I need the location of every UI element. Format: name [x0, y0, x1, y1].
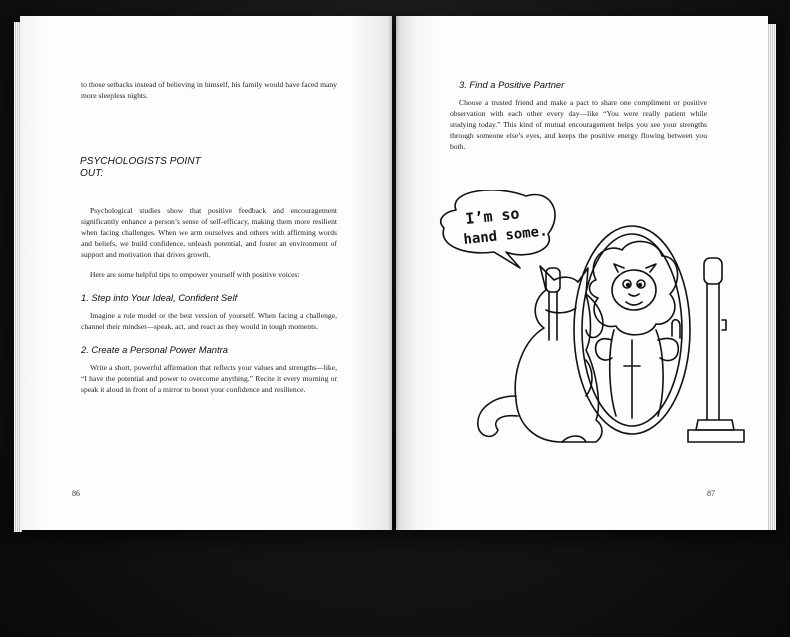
speech-bubble-line2: hand some.	[462, 223, 549, 248]
cat-mirror-illustration	[436, 190, 756, 460]
right-body	[450, 79, 707, 161]
tip2-title: 2. Create a Personal Power Mantra	[81, 344, 228, 355]
section-heading: PSYCHOLOGISTS POINT OUT:	[80, 156, 201, 179]
book-gutter	[388, 16, 400, 530]
tip2-body: Write a short, powerful affirmation that reflects your values and strengths—like, “I have the potential and power to overcome anything.” Recite it every morning or speak it aloud in front of a mirror to boost your confidence and resilience.	[81, 363, 337, 394]
tip1-title: 1. Step into Your Ideal, Confident Self	[81, 292, 238, 303]
tips-intro-paragraph: Here are some helpful tips to empower yourself with positive voices:	[90, 270, 300, 279]
left-page-number: 86	[72, 489, 80, 498]
tip3-body: Choose a trusted friend and make a pact to share one compliment or positive observation with each other every day—like “You were really patient while studying today.” This kind of mutual encouragement helps you see your strengths through someone else’s eyes, and keeps the positive energy flowing between you both.	[450, 98, 707, 151]
tip1-body: Imagine a role model or the best version of yourself. When facing a challenge, channel their mindset—speak, act, and react as they would in tough moments.	[81, 311, 337, 331]
intro-paragraph: Psychological studies show that positive feedback and encouragement significantly enhance a person’s sense of self-efficacy, making them more resilient when facing challenges. When we arm ourselves and others with affirming words and beliefs, we build confidence, unleash potential, and foster an environment of support and motivation that drives growth.	[81, 206, 337, 259]
speech-bubble-line1: I’m so	[464, 204, 521, 228]
left-continuation-text	[81, 79, 337, 101]
tip3-title: 3. Find a Positive Partner	[459, 79, 565, 90]
right-page-number: 87	[707, 489, 715, 498]
continuation-paragraph: to those setbacks instead of believing in himself, his family would have faced many more sleepless nights.	[81, 80, 337, 100]
left-body	[81, 205, 337, 404]
